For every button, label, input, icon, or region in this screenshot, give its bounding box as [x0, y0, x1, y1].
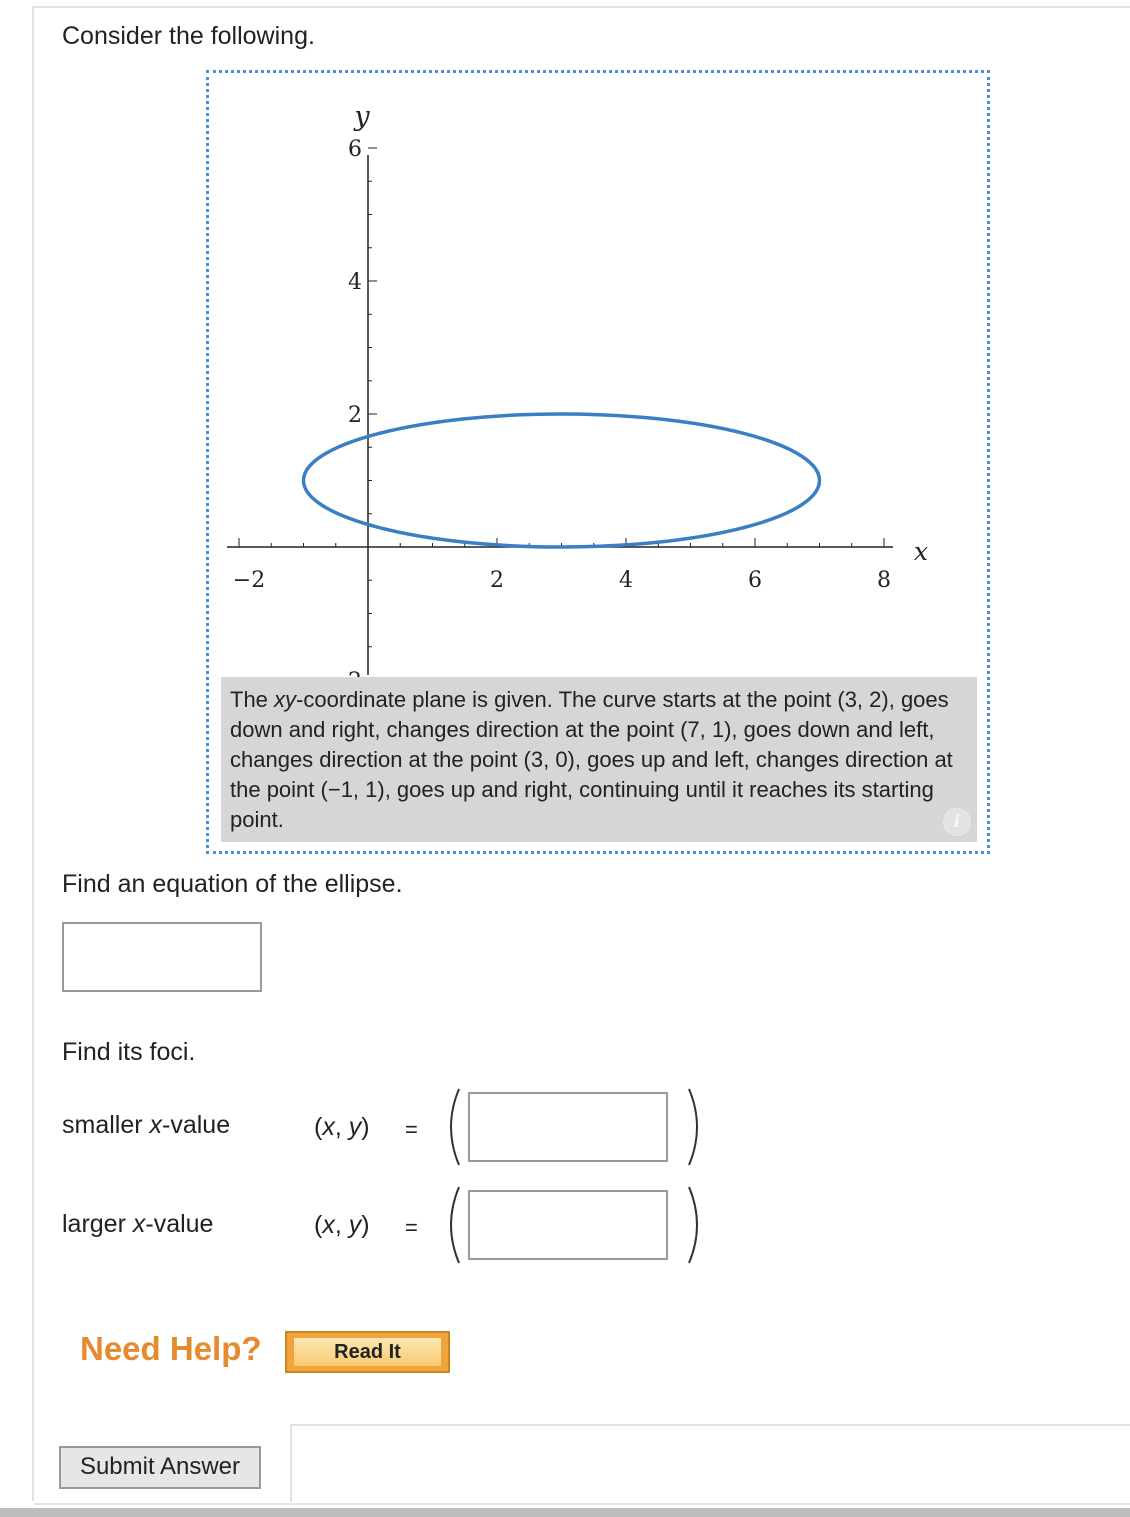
smaller-equals: = [405, 1117, 418, 1142]
foci-prompt: Find its foci. [62, 1038, 196, 1066]
read-it-label: Read It [294, 1338, 441, 1366]
smaller-x-label [62, 1111, 230, 1140]
smaller-xy-x: x [322, 1113, 335, 1141]
x-tick-label: 2 [490, 568, 504, 593]
need-help-label: Need Help? [80, 1330, 262, 1367]
smaller-focus-input[interactable] [468, 1092, 668, 1162]
question-prompt: Consider the following. [62, 22, 315, 50]
x-tick-label: 4 [619, 568, 633, 593]
larger-x-label-post: -value [145, 1210, 214, 1238]
x-tick-label: −2 [232, 568, 266, 593]
ellipse-curve [304, 414, 820, 547]
smaller-x-label-pre: smaller [62, 1111, 150, 1139]
feedback-panel [290, 1424, 1130, 1502]
x-axis-label: x [913, 537, 929, 566]
x-tick-label: 6 [748, 568, 762, 593]
bottom-scrollbar[interactable] [0, 1508, 1130, 1517]
left-border [32, 6, 34, 1501]
y-tick-label: 2 [348, 403, 362, 428]
y-axis-label: y [354, 101, 370, 132]
read-it-button[interactable] [285, 1331, 450, 1373]
larger-equals: = [405, 1215, 418, 1240]
larger-focus-input[interactable] [468, 1190, 668, 1260]
smaller-open-paren [440, 1087, 464, 1167]
smaller-xy-sep: , [334, 1113, 349, 1141]
larger-xy-pair [314, 1211, 370, 1240]
larger-x-label-var: x [132, 1210, 146, 1238]
smaller-xy-y: y [348, 1113, 362, 1141]
larger-xy-y: y [348, 1211, 362, 1239]
larger-xy-open: ( [314, 1211, 323, 1239]
larger-xy-x: x [322, 1211, 335, 1239]
graph-figure [206, 70, 990, 854]
ellipse-prompt: Find an equation of the ellipse. [62, 870, 403, 898]
smaller-close-paren [684, 1087, 708, 1167]
top-border [34, 6, 1130, 8]
submit-answer-button[interactable]: Submit Answer [59, 1446, 261, 1489]
larger-x-label-pre: larger [62, 1210, 133, 1238]
y-tick-label: 4 [348, 270, 362, 295]
larger-xy-sep: , [334, 1211, 349, 1239]
y-tick-label: 6 [348, 137, 362, 162]
graph-description-c: -coordinate plane is given. The curve starts at the point (3, 2), goes down and right, changes direction at the point (7, 1), goes down and left, changes direction at the point (3, 0), goes up and left, changes direction at the point (−1, 1), goes up and right, continuing until it reaches its starting point. [230, 687, 953, 832]
smaller-x-label-post: -value [162, 1111, 231, 1139]
smaller-xy-pair [314, 1113, 370, 1142]
smaller-x-label-var: x [149, 1111, 163, 1139]
graph-description [221, 677, 977, 842]
larger-x-label [62, 1210, 213, 1239]
larger-close-paren [684, 1185, 708, 1265]
info-icon[interactable]: i [943, 808, 971, 836]
graph-description-xy: xy [274, 687, 297, 712]
larger-open-paren [440, 1185, 464, 1265]
smaller-xy-open: ( [314, 1113, 323, 1141]
bottom-border [34, 1503, 1130, 1505]
graph-description-a: The [230, 687, 275, 712]
smaller-xy-close: ) [361, 1113, 370, 1141]
larger-xy-close: ) [361, 1211, 370, 1239]
x-tick-label: 8 [877, 568, 891, 593]
ellipse-equation-input[interactable] [62, 922, 262, 992]
